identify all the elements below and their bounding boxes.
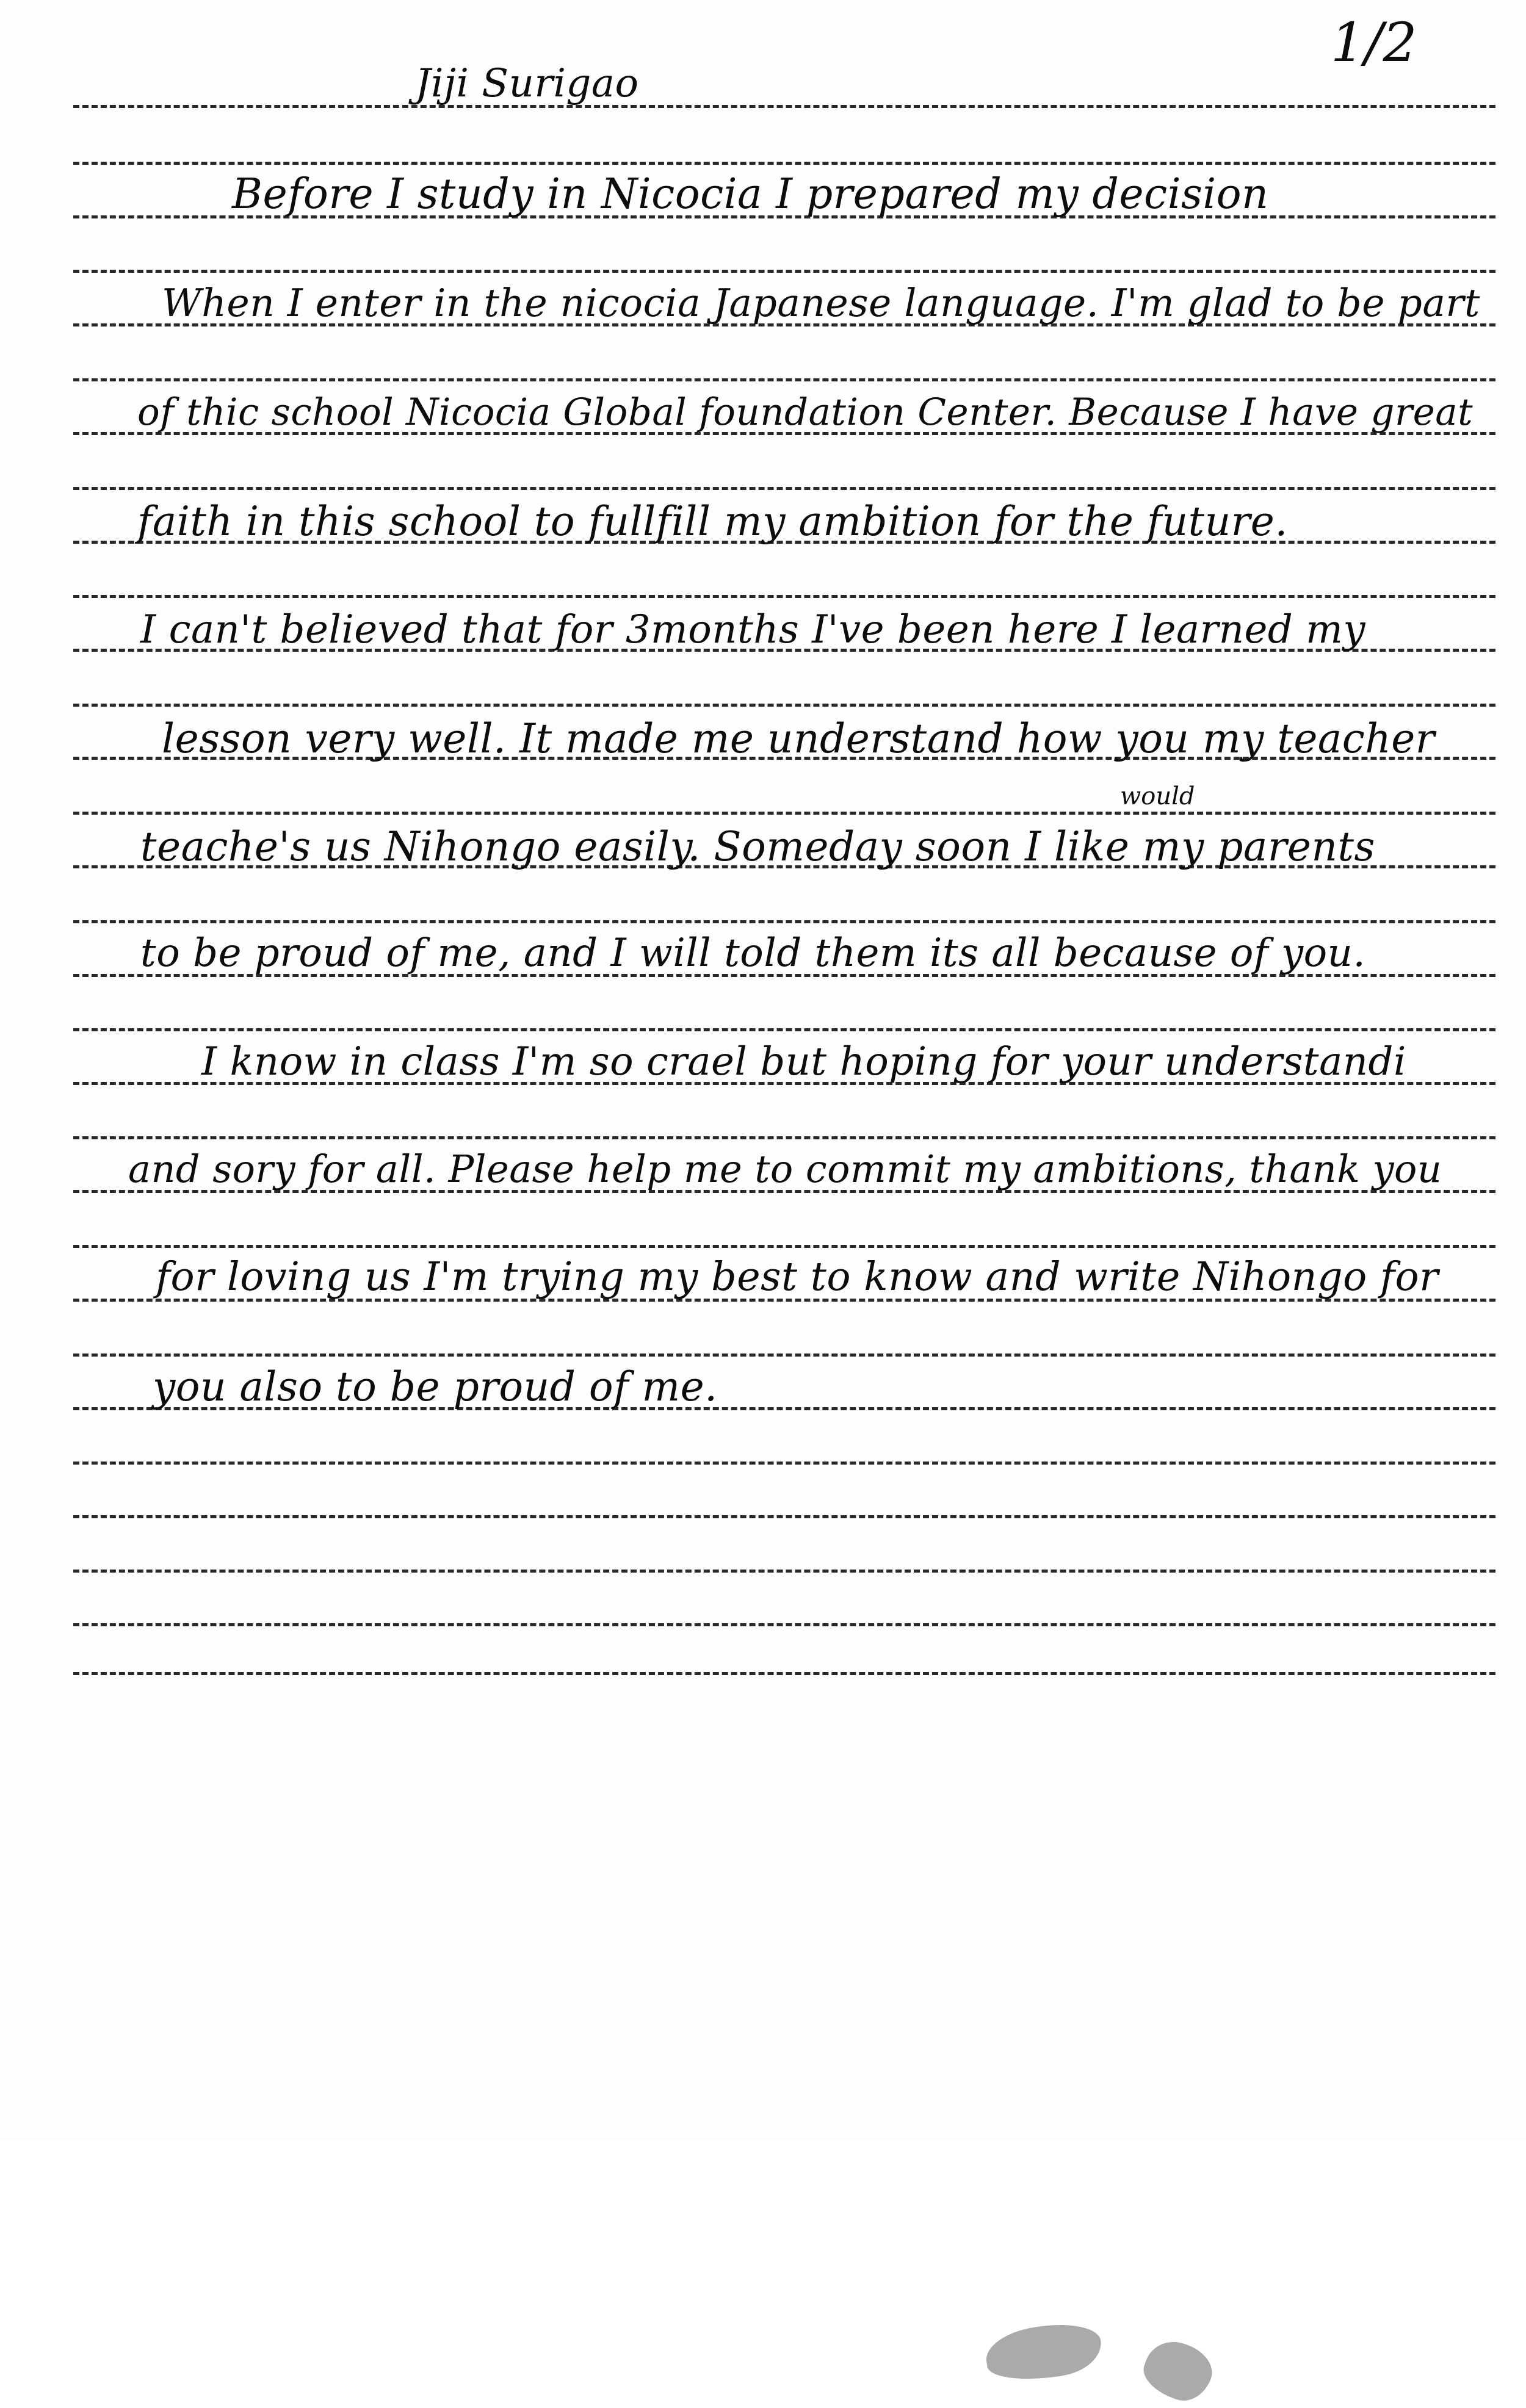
ruled-line — [73, 1515, 1495, 1518]
letter-line: teache's us Nihongo easily. Someday soon I like my parents — [140, 823, 1375, 870]
ruled-line — [73, 920, 1495, 923]
ruled-line — [73, 1028, 1495, 1031]
ruled-line — [73, 1672, 1495, 1675]
letter-line: you also to be proud of me. — [153, 1363, 718, 1410]
page-number: 1/2 — [1331, 11, 1417, 74]
letter-line: When I enter in the nicocia Japanese language. I'm glad to be part — [162, 281, 1480, 325]
ruled-line — [73, 595, 1495, 598]
letter-line: and sory for all. Please help me to commit my ambitions, thank you — [128, 1147, 1442, 1191]
letter-line: for loving us I'm trying my best to know and write Nihongo for — [156, 1254, 1439, 1300]
ruled-line — [73, 1136, 1495, 1139]
letter-line: Before I study in Nicocia I prepared my decision — [232, 170, 1269, 218]
ruled-line — [73, 162, 1495, 165]
letter-line: faith in this school to fullfill my ambition for the future. — [137, 498, 1288, 545]
ruled-line — [73, 487, 1495, 490]
letter-line: of thic school Nicocia Global foundation Center. Because I have great — [137, 391, 1474, 434]
ruled-line — [73, 1623, 1495, 1626]
ink-stain — [1137, 2334, 1219, 2408]
ruled-line — [73, 105, 1495, 108]
author-name: Jiji Surigao — [415, 61, 639, 106]
letter-line: I can't believed that for 3months I've been here I learned my — [140, 607, 1365, 652]
ruled-line — [73, 1462, 1495, 1465]
ruled-line — [73, 1570, 1495, 1573]
letter-line: I know in class I'm so crael but hoping for your understandi — [201, 1039, 1406, 1084]
ruled-line — [73, 378, 1495, 381]
letter-line: lesson very well. It made me understand how you my teacher — [162, 715, 1435, 762]
letter-line: to be proud of me, and I will told them its all because of you. — [140, 931, 1366, 976]
ink-stain — [983, 2318, 1105, 2386]
ruled-line — [73, 704, 1495, 707]
inserted-word: would — [1120, 782, 1195, 810]
ruled-line — [73, 270, 1495, 273]
ruled-line — [73, 1245, 1495, 1248]
ruled-line — [73, 812, 1495, 815]
ruled-line — [73, 1354, 1495, 1357]
